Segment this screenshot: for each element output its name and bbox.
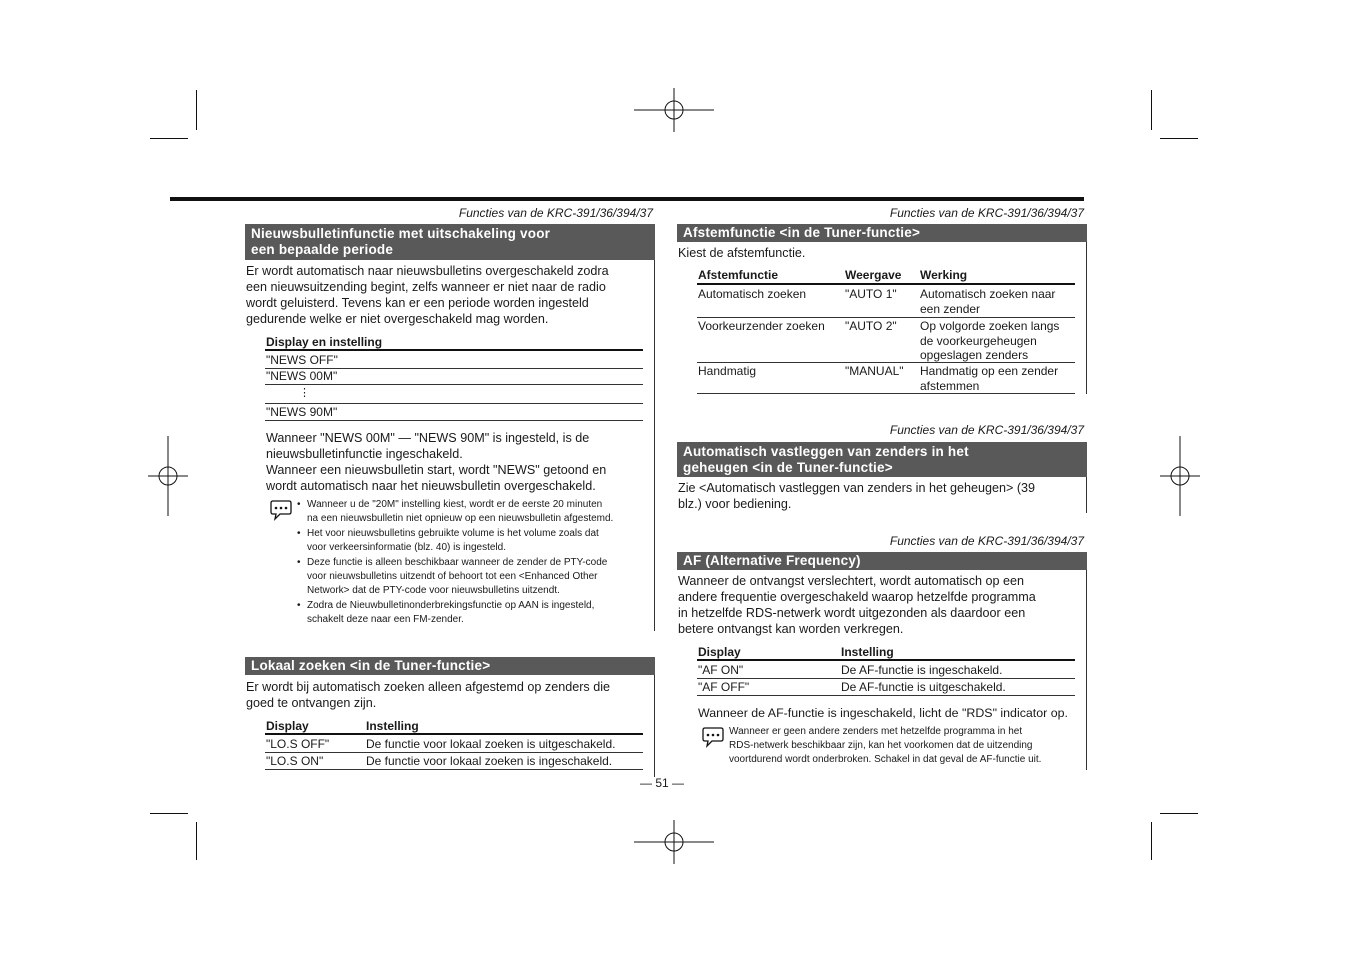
- running-header-right-1: Functies van de KRC-391/36/394/37: [889, 206, 1084, 220]
- tune-row-disp: "MANUAL": [845, 364, 904, 378]
- af-col-display: Display: [698, 645, 741, 659]
- note-icon: [268, 500, 294, 522]
- running-header-left: Functies van de KRC-391/36/394/37: [458, 206, 653, 220]
- running-header-right-2: Functies van de KRC-391/36/394/37: [889, 423, 1084, 437]
- news-section-title: [245, 224, 655, 260]
- af-row-setting: De AF-functie is ingeschakeld.: [841, 663, 1003, 677]
- registration-mark-bottom: [634, 820, 714, 864]
- local-row-display: "LO.S OFF": [266, 737, 330, 751]
- local-section-title: Lokaal zoeken <in de Tuner-functie>: [245, 657, 655, 675]
- tune-row-work: Automatisch zoeken naar een zender: [920, 287, 1056, 316]
- page-number: — 51 —: [640, 776, 685, 790]
- tune-row-disp: "AUTO 1": [845, 287, 897, 301]
- tune-row-work: Handmatig op een zender afstemmen: [920, 364, 1059, 393]
- tune-col-display: Weergave: [845, 268, 902, 282]
- tune-row-func: Handmatig: [698, 364, 757, 378]
- local-col-setting: Instelling: [366, 719, 419, 733]
- af-row-setting: De AF-functie is uitgeschakeld.: [841, 680, 1006, 694]
- local-body: Er wordt bij automatisch zoeken alleen afgestemd op zenders die goed te ontvangen zijn.: [246, 680, 611, 710]
- local-row-display: "LO.S ON": [266, 754, 324, 768]
- running-header-right-3: Functies van de KRC-391/36/394/37: [889, 534, 1084, 548]
- tune-section-title: Afstemfunctie <in de Tuner-functie>: [677, 224, 1087, 242]
- tune-row-disp: "AUTO 2": [845, 319, 897, 333]
- tune-col-function: Afstemfunctie: [698, 268, 779, 282]
- news-row: "NEWS OFF": [266, 353, 338, 367]
- local-row-setting: De functie voor lokaal zoeken is uitgeschakeld.: [366, 737, 616, 751]
- af-section-title: AF (Alternative Frequency): [677, 552, 1087, 570]
- news-body: Er wordt automatisch naar nieuwsbulletins overgeschakeld zodra een nieuwsuitzending begint, zelfs wanneer er niet naar de radio wordt geluisterd. Tevens kan er een periode worden ingesteld gedurende welke er niet overgeschakeld mag worden.: [246, 264, 609, 326]
- news-title-line2: een bepaalde periode: [251, 242, 394, 257]
- local-col-display: Display: [266, 719, 309, 733]
- news-table-header: Display en instelling: [266, 335, 383, 349]
- top-rule: [170, 197, 1084, 201]
- registration-mark-left: [148, 436, 188, 516]
- tune-row-func: Voorkeurzender zoeken: [698, 319, 825, 333]
- automem-body: Zie <Automatisch vastleggen van zenders in het geheugen> (39 blz.) voor bediening.: [678, 481, 1036, 511]
- tune-body: Kiest de afstemfunctie.: [678, 246, 806, 260]
- af-row-display: "AF OFF": [698, 680, 750, 694]
- automem-section-title: Automatisch vastleggen van zenders in het geheugen <in de Tuner-functie>: [677, 442, 1087, 477]
- local-row-setting: De functie voor lokaal zoeken is ingeschakeld.: [366, 754, 613, 768]
- af-after-text: Wanneer de AF-functie is ingeschakeld, licht de "RDS" indicator op.: [698, 706, 1068, 720]
- tune-row-work: Op volgorde zoeken langs de voorkeurgeheugen opgeslagen zenders: [920, 319, 1060, 362]
- note-icon: [700, 727, 726, 749]
- news-row: "NEWS 00M": [266, 369, 338, 383]
- tune-col-operation: Werking: [920, 268, 968, 282]
- news-title-line1: Nieuwsbulletinfunctie met uitschakeling voor: [251, 226, 551, 241]
- registration-mark-right: [1160, 436, 1200, 516]
- af-col-setting: Instelling: [841, 645, 894, 659]
- af-body: Wanneer de ontvangst verslechtert, wordt automatisch op een andere frequentie overgeschakeld waarop hetzelfde programma in hetzelfde RDS-netwerk wordt uitgezonden als daardoor een betere ontvangst kan worden verkregen.: [678, 574, 1036, 636]
- tune-row-func: Automatisch zoeken: [698, 287, 807, 301]
- registration-mark-top: [634, 88, 714, 132]
- news-row: "NEWS 90M": [266, 405, 338, 419]
- af-row-display: "AF ON": [698, 663, 744, 677]
- af-note: Wanneer er geen andere zenders met hetzelfde programma in het RDS-netwerk beschikbaar zijn, kan het voorkomen dat de uitzending voortdurend wordt onderbroken. Schakel in dat geval de AF-functie uit.: [729, 726, 1042, 765]
- news-row-ellipsis: ⋮: [299, 387, 310, 399]
- news-after-text: Wanneer "NEWS 00M" — "NEWS 90M" is ingesteld, is de nieuwsbulletinfunctie ingeschakeld. Wanneer een nieuwsbulletin start, wordt "NEWS" getoond en wordt automatisch naar het nieuwsbulletin overgeschakeld.: [266, 431, 607, 493]
- column-rule-left: [654, 224, 655, 631]
